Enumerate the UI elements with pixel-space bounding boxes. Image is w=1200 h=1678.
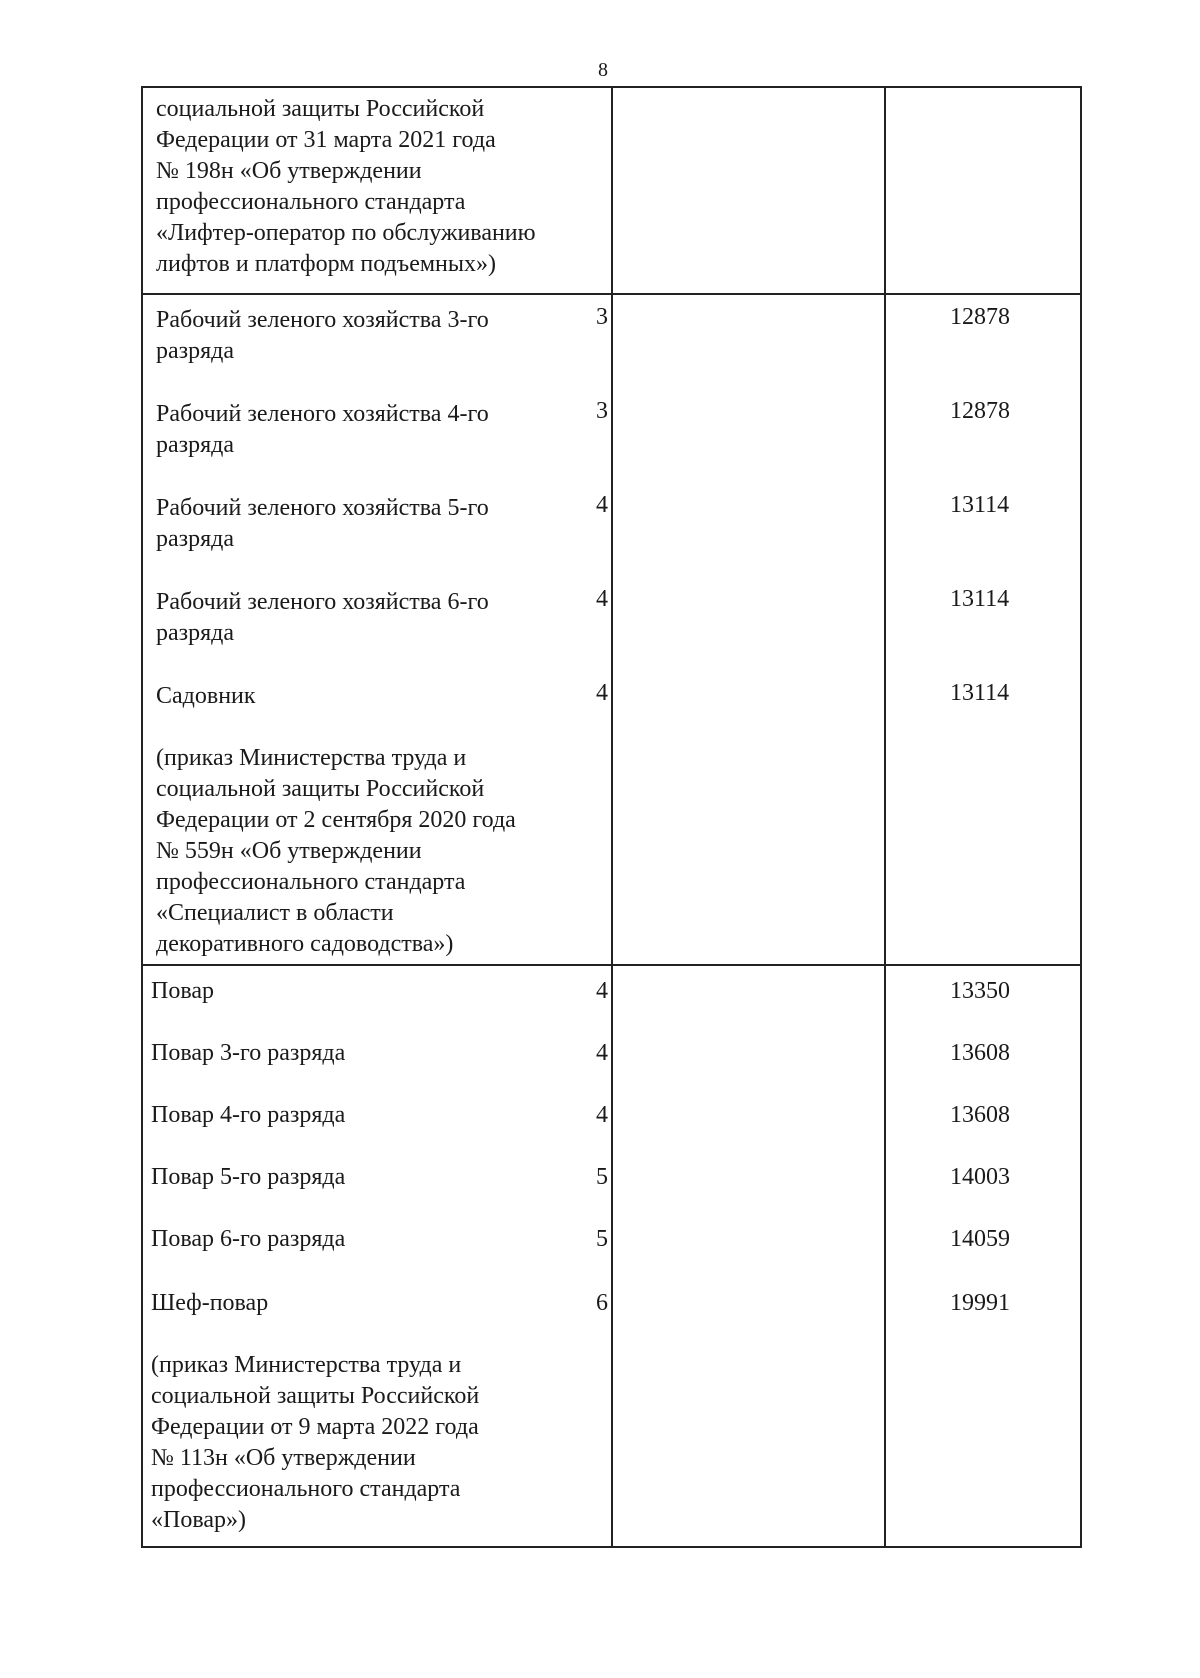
job-title: Садовник [156,683,256,709]
salary-value: 12878 [950,304,1010,330]
job-title: Повар [151,978,214,1004]
job-title: Рабочий зеленого хозяйства 4-го [156,401,489,427]
job-title: Повар 3-го разряда [151,1040,346,1066]
salary-table [141,86,1082,1548]
job-title: Повар 5-го разряда [151,1164,346,1190]
qualification-level: 3 [596,304,608,330]
text-line: № 113н «Об утверждении [151,1445,416,1471]
job-entry [151,976,214,1007]
level-column [613,295,886,964]
job-names-column [143,966,613,1546]
text-line: профессионального стандарта [156,189,466,215]
text-line: «Повар») [151,1507,246,1533]
qualification-level: 4 [596,586,608,612]
table-row-order-198n [143,88,1080,293]
text-line: социальной защиты Российской [151,1383,480,1409]
job-entry [156,305,489,367]
page-number: 8 [598,59,608,81]
text-line: социальной защиты Российской [156,96,485,122]
qualification-level: 4 [596,1040,608,1066]
text-line: Федерации от 31 марта 2021 года [156,127,496,153]
job-title: разряда [156,620,235,646]
job-entry [151,1038,345,1069]
salary-value: 14059 [950,1226,1010,1252]
job-entry [151,1224,345,1255]
text-line: профессионального стандарта [151,1476,461,1502]
salary-value: 12878 [950,398,1010,424]
text-line: декоративного садоводства») [156,931,454,957]
job-entry [151,1100,345,1131]
job-title: Шеф-повар [151,1290,269,1316]
text-line: социальной защиты Российской [156,776,485,802]
job-entry [156,493,489,555]
order-reference-text [156,743,516,960]
text-line: «Специалист в области [156,900,394,926]
qualification-level: 4 [596,1102,608,1128]
text-line: Федерации от 9 марта 2022 года [151,1414,479,1440]
salary-value: 13114 [950,586,1010,612]
text-line: № 559н «Об утверждении [156,838,422,864]
job-title: Рабочий зеленого хозяйства 3-го [156,307,489,333]
qualification-level: 3 [596,398,608,424]
job-title: разряда [156,432,235,458]
text-line: Федерации от 2 сентября 2020 года [156,807,516,833]
job-title: Повар 6-го разряда [151,1226,346,1252]
job-entry [151,1162,345,1193]
job-names-column [143,295,613,964]
salary-value: 13608 [950,1102,1010,1128]
job-title: разряда [156,526,235,552]
salary-value: 13114 [950,680,1010,706]
salary-value: 14003 [950,1164,1010,1190]
text-line: (приказ Министерства труда и [156,745,467,771]
qualification-level: 5 [596,1226,608,1252]
salary-value: 13350 [950,978,1010,1004]
text-line: (приказ Министерства труда и [151,1352,462,1378]
salary-cell [886,88,1080,293]
text-line: профессионального стандарта [156,869,466,895]
qualification-level: 6 [596,1290,608,1316]
qualification-level: 4 [596,492,608,518]
order-reference-text [143,88,613,293]
job-entry [156,681,256,712]
salary-value: 13114 [950,492,1010,518]
order-reference-text [151,1350,479,1536]
text-line: «Лифтер-оператор по обслуживанию [156,220,536,246]
qualification-level: 5 [596,1164,608,1190]
qualification-level: 4 [596,680,608,706]
job-title: разряда [156,338,235,364]
salary-value: 19991 [950,1290,1010,1316]
table-row-green-workers [143,293,1080,964]
job-entry [151,1288,268,1319]
qualification-level: 4 [596,978,608,1004]
text-line: № 198н «Об утверждении [156,158,422,184]
salary-value: 13608 [950,1040,1010,1066]
job-title: Рабочий зеленого хозяйства 5-го [156,495,489,521]
table-row-cooks [143,964,1080,1546]
level-cell [613,88,886,293]
job-title: Рабочий зеленого хозяйства 6-го [156,589,489,615]
level-column [613,966,886,1546]
job-title: Повар 4-го разряда [151,1102,346,1128]
job-entry [156,399,489,461]
job-entry [156,587,489,649]
text-line: лифтов и платформ подъемных») [156,251,497,277]
